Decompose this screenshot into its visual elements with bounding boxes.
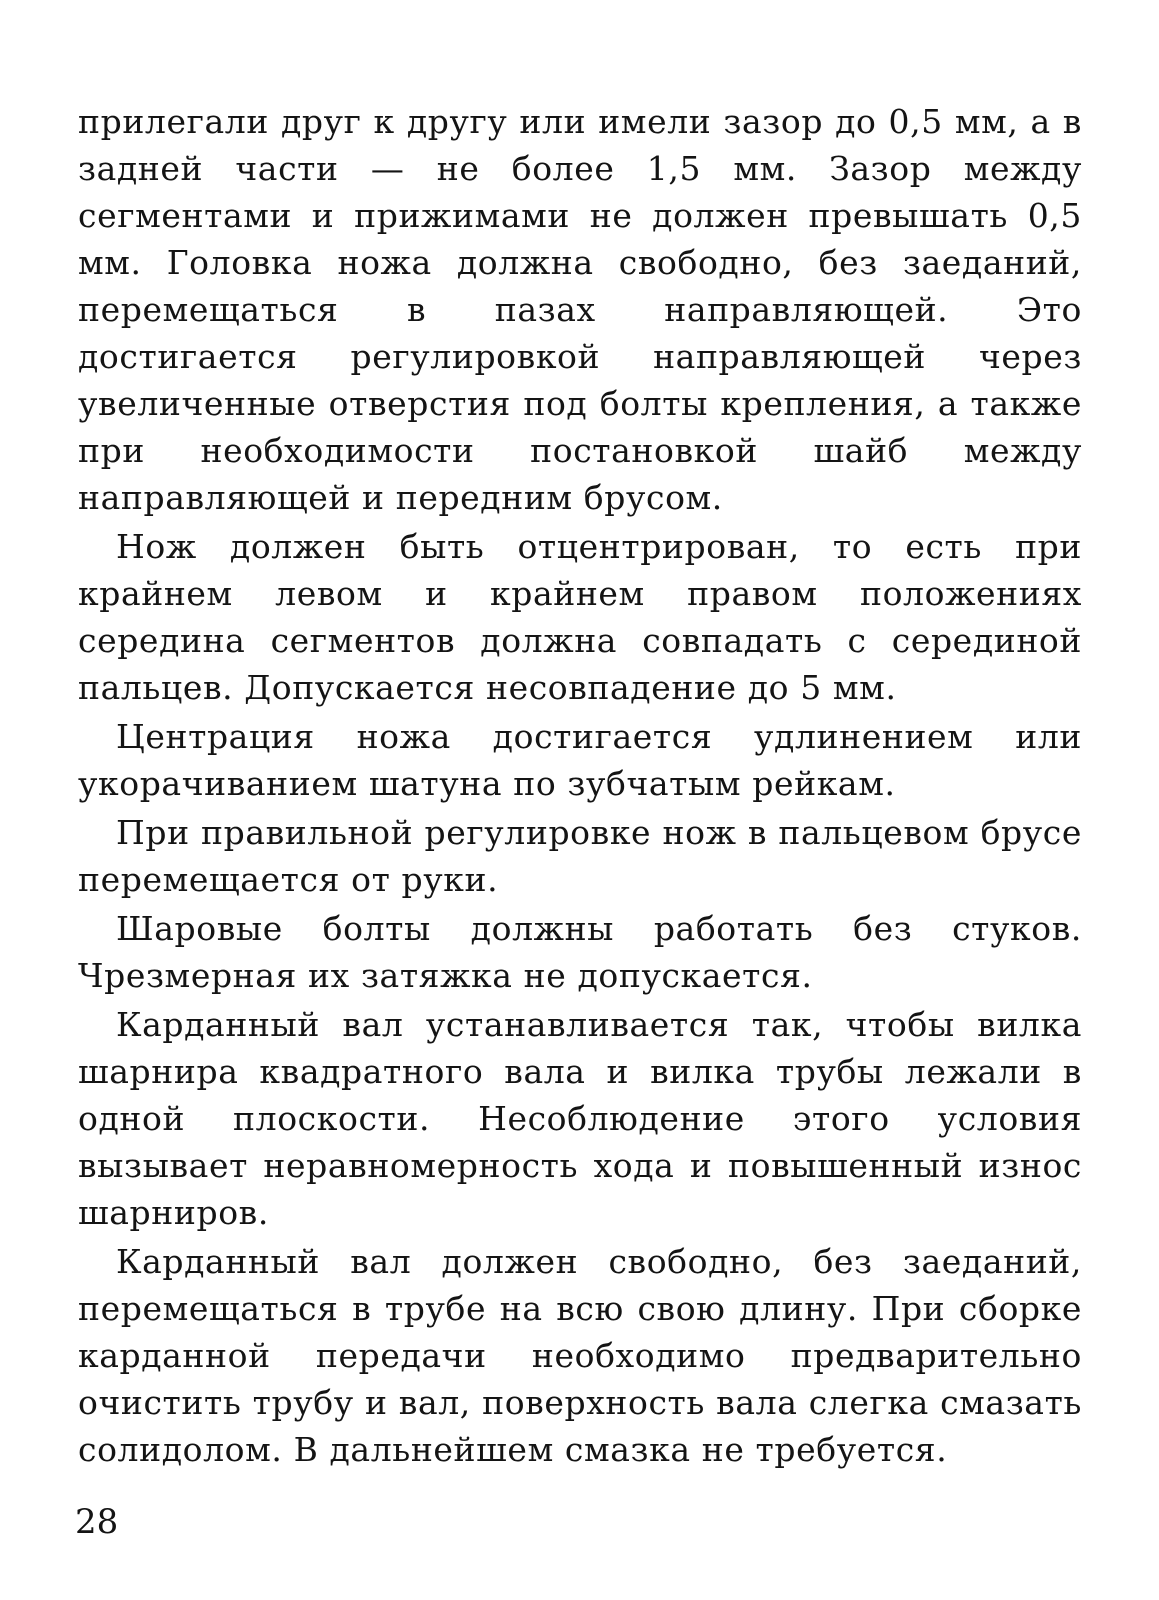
body-text	[78, 98, 1082, 1475]
paragraph-4: При правильной регулировке нож в пальцевом брусе перемещается от руки.	[78, 813, 1082, 899]
paragraph-7: Карданный вал должен свободно, без заеданий, перемещаться в трубе на всю свою длину. При сборке карданной передачи необходимо предварительно очистить трубу и вал, поверхность вала слегка смазать солидолом. В дальнейшем смазка не требуется.	[78, 1242, 1082, 1469]
paragraph-3: Центрация ножа достигается удлинением или укорачиванием шатуна по зубчатым рейкам.	[78, 717, 1082, 803]
paragraph-6: Карданный вал устанавливается так, чтобы вилка шарнира квадратного вала и вилка трубы лежали в одной плоскости. Несоблюдение этого условия вызывает неравномерность хода и повышенный износ шарниров.	[78, 1005, 1082, 1232]
paragraph-2: Нож должен быть отцентрирован, то есть при крайнем левом и крайнем правом положениях середина сегментов должна совпадать с серединой пальцев. Допускается несовпадение до 5 мм.	[78, 527, 1082, 707]
paragraph-5: Шаровые болты должны работать без стуков. Чрезмерная их затяжка не допускается.	[78, 909, 1082, 995]
paragraph-1: прилегали друг к другу или имели зазор до 0,5 мм, а в задней части — не более 1,5 мм. Зазор между сегментами и прижимами не должен превышать 0,5 мм. Головка ножа должна свободно, без заеданий, перемещаться в пазах направляющей. Это достигается регулировкой направляющей через увеличенные отверстия под болты крепления, а также при необходимости постановкой шайб между направляющей и передним брусом.	[78, 102, 1082, 517]
page-number: 28	[75, 1502, 119, 1542]
